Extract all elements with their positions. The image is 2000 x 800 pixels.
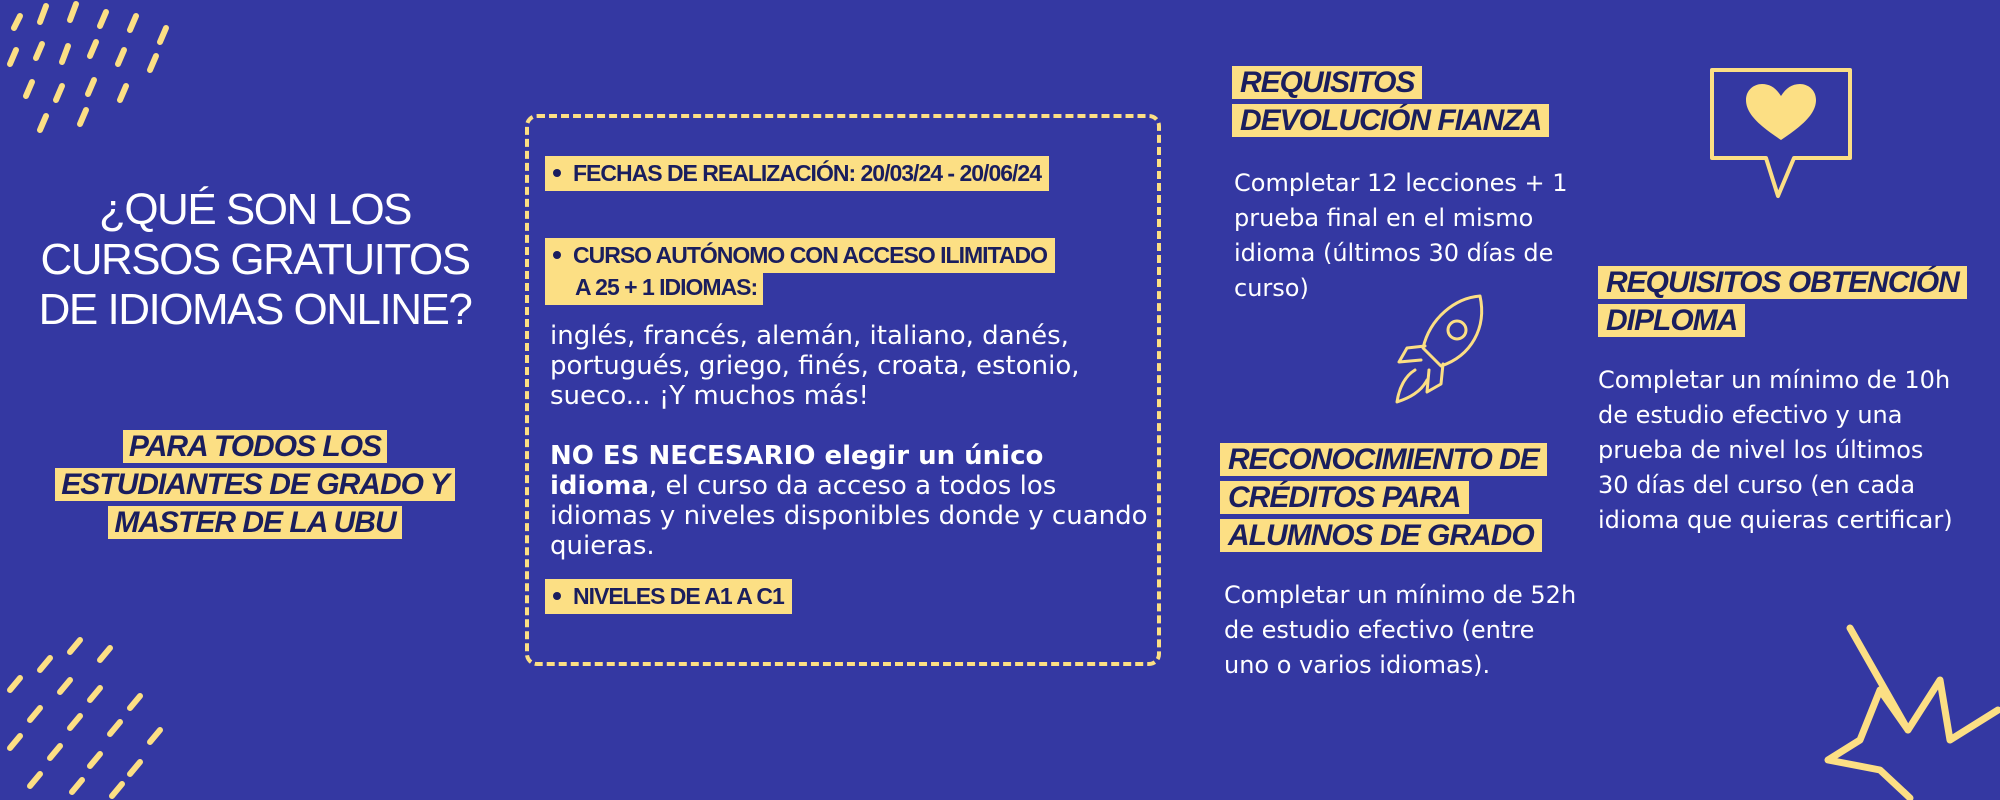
starburst-icon <box>1820 620 2000 800</box>
dates-label: FECHAS DE REALIZACIÓN: 20/03/24 - 20/06/24 <box>573 160 1041 186</box>
credits-text: Completar un mínimo de 52h de estudio efectivo (entre uno o varios idiomas). <box>1224 581 1577 679</box>
diploma-text: Completar un mínimo de 10h de estudio efectivo y una prueba de nivel los últimos 30 días del curso (en cada idioma que quieras certificar) <box>1598 366 1953 534</box>
bullet-icon <box>553 251 561 259</box>
single-language-note <box>550 441 1150 561</box>
page-title: ¿QUÉ SON LOS CURSOS GRATUITOS DE IDIOMAS ONLINE? <box>38 185 472 334</box>
brush-strokes-icon <box>0 630 190 800</box>
access-label-line1: CURSO AUTÓNOMO CON ACCESO ILIMITADO <box>573 242 1047 268</box>
deposit-heading <box>1232 64 1549 140</box>
deposit-heading-line2: DEVOLUCIÓN FIANZA <box>1232 104 1549 137</box>
bullet-icon <box>553 592 561 600</box>
credits-heading-line1: RECONOCIMIENTO DE <box>1220 443 1547 476</box>
deposit-heading-line1: REQUISITOS <box>1232 66 1422 99</box>
note-rest: , el curso da acceso a todos los idiomas y niveles disponibles donde y cuando quieras. <box>550 471 1148 561</box>
audience-banner <box>40 428 470 542</box>
languages-text: inglés, francés, alemán, italiano, danés, portugués, griego, finés, croata, estonio, sueco... ¡Y muchos más! <box>550 321 1080 411</box>
access-label-line2: A 25 + 1 IDIOMAS: <box>575 274 758 300</box>
access-bullet-cont <box>545 270 763 305</box>
bullet-icon <box>553 169 561 177</box>
heart-speech-bubble-icon <box>1700 60 1860 200</box>
note-bold: NO ES NECESARIO elegir un único idioma <box>550 441 1044 501</box>
dates-bullet <box>545 156 1049 191</box>
diploma-heading-line1: REQUISITOS OBTENCIÓN <box>1598 266 1967 299</box>
diploma-heading-line2: DIPLOMA <box>1598 304 1745 337</box>
audience-label: PARA TODOS LOS ESTUDIANTES DE GRADO Y MASTER DE LA UBU <box>55 430 455 539</box>
diploma-heading <box>1598 264 1967 340</box>
levels-label: NIVELES DE A1 A C1 <box>573 583 784 609</box>
credits-heading <box>1220 441 1547 555</box>
brush-strokes-icon <box>0 0 200 140</box>
credits-heading-line3: ALUMNOS DE GRADO <box>1220 519 1542 552</box>
levels-bullet <box>545 579 792 614</box>
access-bullet <box>545 238 1055 273</box>
deposit-text: Completar 12 lecciones + 1 prueba final en el mismo idioma (últimos 30 días de curso) <box>1234 169 1568 302</box>
rocket-icon <box>1385 290 1495 410</box>
credits-heading-line2: CRÉDITOS PARA <box>1220 481 1469 514</box>
